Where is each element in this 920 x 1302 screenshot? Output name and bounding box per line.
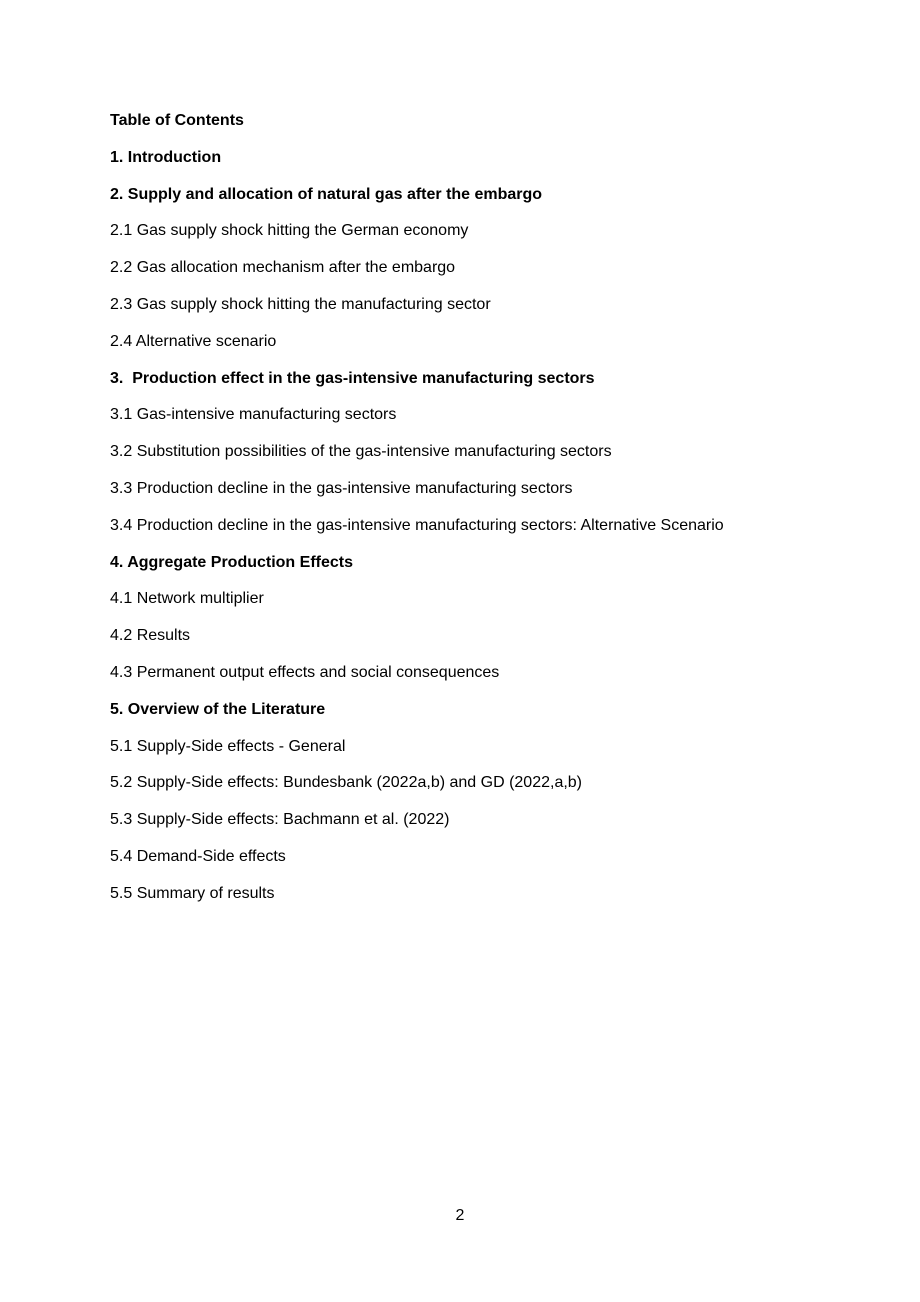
table-of-contents	[110, 110, 890, 920]
toc-subsection: 5.1 Supply-Side effects - General	[110, 737, 346, 755]
toc-subsection: 3.2 Substitution possibilities of the gas-intensive manufacturing sectors	[110, 443, 612, 461]
page-number: 2	[455, 1207, 465, 1224]
toc-subsection: 3.4 Production decline in the gas-intensive manufacturing sectors: Alternative Scenario	[110, 516, 724, 534]
toc-subsection: 4.3 Permanent output effects and social consequences	[110, 663, 500, 681]
toc-subsection: 5.4 Demand-Side effects	[110, 847, 286, 865]
toc-section-heading: 4. Aggregate Production Effects	[110, 553, 353, 571]
toc-subsection: 3.3 Production decline in the gas-intensive manufacturing sectors	[110, 479, 573, 497]
toc-section-heading: 5. Overview of the Literature	[110, 700, 326, 718]
toc-subsection: 5.2 Supply-Side effects: Bundesbank (2022a,b) and GD (2022,a,b)	[110, 774, 583, 792]
toc-subsection: 2.2 Gas allocation mechanism after the embargo	[110, 259, 456, 277]
toc-section-heading: 1. Introduction	[110, 148, 222, 166]
toc-section-heading: 2. Supply and allocation of natural gas after the embargo	[110, 185, 543, 203]
toc-subsection: 3.1 Gas-intensive manufacturing sectors	[110, 406, 397, 424]
toc-subsection: 2.1 Gas supply shock hitting the German economy	[110, 222, 469, 240]
toc-subsection: 4.2 Results	[110, 627, 191, 645]
toc-title: Table of Contents	[110, 112, 244, 129]
toc-subsection: 5.3 Supply-Side effects: Bachmann et al. (2022)	[110, 811, 450, 829]
toc-subsection: 4.1 Network multiplier	[110, 590, 264, 608]
toc-section-heading: 3. Production effect in the gas-intensive manufacturing sectors	[110, 369, 595, 387]
toc-subsection: 2.4 Alternative scenario	[110, 332, 277, 350]
toc-subsection: 2.3 Gas supply shock hitting the manufacturing sector	[110, 295, 491, 313]
toc-subsection: 5.5 Summary of results	[110, 884, 275, 902]
